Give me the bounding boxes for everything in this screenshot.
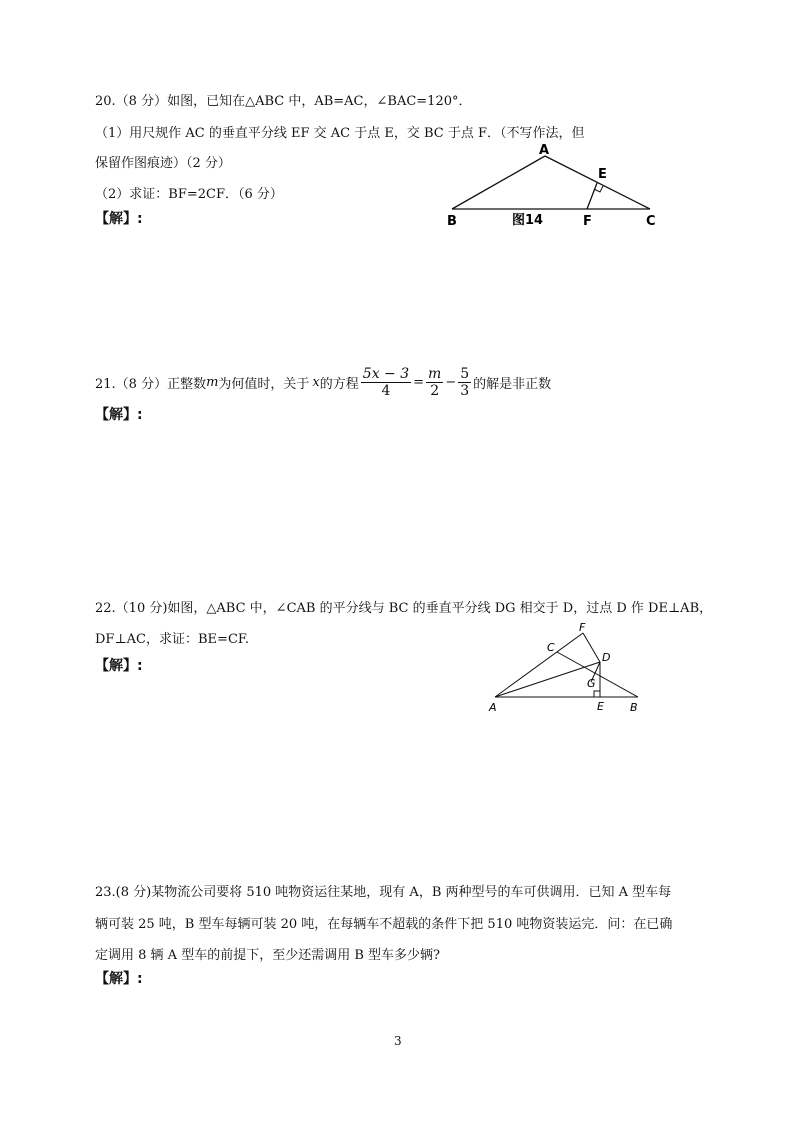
q21-frac1-num: 5x − 3: [362, 365, 410, 382]
q22-answer-label: 【解】:: [95, 658, 143, 674]
q22-label-e: E: [597, 700, 604, 713]
q23-answer-label: 【解】:: [95, 971, 143, 987]
q20-side-ab: [452, 156, 545, 209]
q21-frac2-den: 2: [430, 382, 440, 399]
q22-right-angle-e: [594, 691, 600, 697]
q22-label-b: B: [630, 701, 638, 714]
q20-label-e: E: [598, 167, 607, 182]
q21-frac2-num: m: [428, 365, 442, 382]
q21-fraction-2: [426, 366, 443, 399]
q21-line: [95, 362, 551, 402]
q21-minus: −: [445, 374, 457, 390]
q22-label-d: D: [602, 651, 611, 664]
q20-figure-caption: 图14: [512, 213, 544, 228]
q22-label-f: F: [579, 621, 586, 634]
q22-label-c: C: [547, 641, 555, 654]
q23-line2: 辆可装 25 吨，B 型车每辆可装 20 吨，在每辆车不超载的条件下把 510 吨物资装运完．问：在已确: [95, 917, 673, 932]
q21-var-x: x: [312, 374, 320, 390]
q22-line-af: [495, 633, 583, 697]
q23-line3: 定调用 8 辆 A 型车的前提下，至少还需调用 B 型车多少辆?: [95, 948, 440, 963]
q22-segment-fd: [583, 633, 600, 662]
q22-label-a: A: [489, 701, 497, 714]
q22-line1: 22.（10 分)如图，△ABC 中，∠CAB 的平分线与 BC 的垂直平分线 DG 相交于 D，过点 D 作 DE⊥AB，: [95, 601, 713, 616]
q21-fraction-3: [458, 366, 471, 399]
q22-label-g: G: [587, 677, 596, 690]
q21-frac3-num: 5: [460, 365, 470, 382]
page-number: 3: [394, 1034, 402, 1048]
q21-suffix: 的解是非正数: [473, 376, 552, 392]
q22-bisector-ad: [495, 662, 600, 697]
q20-line4: （2）求证：BF=2CF．（6 分）: [95, 187, 283, 202]
q22-triangle-figure: [485, 618, 655, 718]
q21-prefix: 21.（8 分）正整数: [95, 376, 207, 392]
q21-var-m: m: [206, 374, 219, 390]
q20-label-b: B: [447, 214, 457, 229]
q21-frac1-den: 4: [381, 382, 391, 399]
q20-line3: 保留作图痕迹）（2 分）: [95, 156, 231, 171]
q20-line1: 20.（8 分）如图，已知在△ABC 中，AB=AC，∠BAC=120°．: [95, 94, 472, 109]
q23-line1: 23.(8 分)某物流公司要将 510 吨物资运往某地，现有 A，B 两种型号的车可供调用．已知 A 型车每: [95, 885, 672, 900]
q20-line2: （1）用尺规作 AC 的垂直平分线 EF 交 AC 于点 E，交 BC 于点 F．（不写作法，但: [95, 126, 585, 141]
q21-middle: 为何值时，关于: [218, 376, 310, 392]
q20-label-f: F: [583, 214, 592, 229]
q22-side-cb: [557, 652, 638, 697]
q20-triangle-figure: [440, 140, 670, 230]
q20-side-ac: [545, 156, 650, 209]
q20-label-a: A: [539, 143, 550, 158]
q21-fraction-1: [361, 366, 411, 399]
q20-label-c: C: [646, 214, 656, 229]
q21-answer-label: 【解】:: [95, 407, 143, 423]
q22-line2: DF⊥AC，求证：BE=CF.: [95, 632, 250, 647]
q20-answer-label: 【解】:: [95, 211, 143, 227]
q21-frac3-den: 3: [460, 382, 470, 399]
q21-eq-label: 的方程: [319, 376, 359, 392]
q21-equals: =: [413, 374, 425, 390]
q20-segment-ef: [587, 183, 597, 209]
